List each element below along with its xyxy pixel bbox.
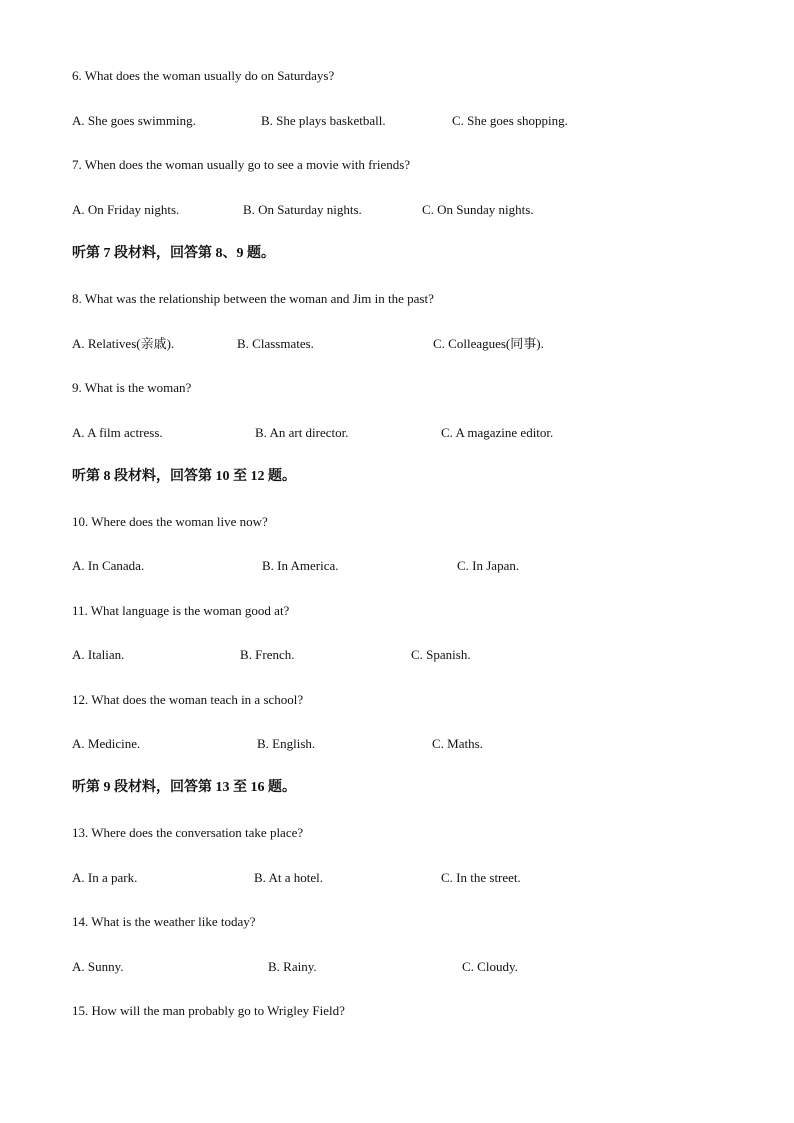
- question-13: 13. Where does the conversation take place?: [72, 825, 304, 840]
- option-8a: A. Relatives(亲戚).: [72, 336, 175, 351]
- option-7b: B. On Saturday nights.: [243, 202, 362, 217]
- option-12b: B. English.: [257, 736, 316, 751]
- option-6c: C. She goes shopping.: [452, 113, 568, 128]
- option-12c: C. Maths.: [432, 736, 483, 751]
- option-9c: C. A magazine editor.: [441, 425, 554, 440]
- option-11b: B. French.: [240, 647, 295, 662]
- option-13c: C. In the street.: [441, 870, 521, 885]
- question-14: 14. What is the weather like today?: [72, 914, 256, 929]
- option-10a: A. In Canada.: [72, 558, 145, 573]
- option-10c: C. In Japan.: [457, 558, 520, 573]
- option-9b: B. An art director.: [255, 425, 349, 440]
- option-6a: A. She goes swimming.: [72, 113, 196, 128]
- option-13b: B. At a hotel.: [254, 870, 323, 885]
- section-heading-8: 听第 8 段材料，回答第 10 至 12 题。: [72, 469, 296, 484]
- question-9: 9. What is the woman?: [72, 380, 192, 395]
- section-heading-9: 听第 9 段材料，回答第 13 至 16 题。: [72, 780, 296, 795]
- option-13a: A. In a park.: [72, 870, 138, 885]
- option-12a: A. Medicine.: [72, 736, 141, 751]
- option-6b: B. She plays basketball.: [261, 113, 386, 128]
- option-11a: A. Italian.: [72, 647, 125, 662]
- section-heading-7: 听第 7 段材料，回答第 8、9 题。: [72, 246, 275, 261]
- option-14c: C. Cloudy.: [462, 959, 518, 974]
- option-8b: B. Classmates.: [237, 336, 314, 351]
- option-7a: A. On Friday nights.: [72, 202, 180, 217]
- question-7: 7. When does the woman usually go to see a movie with friends?: [72, 157, 411, 172]
- question-10: 10. Where does the woman live now?: [72, 514, 268, 529]
- option-7c: C. On Sunday nights.: [422, 202, 534, 217]
- question-15: 15. How will the man probably go to Wrigley Field?: [72, 1003, 345, 1018]
- option-14b: B. Rainy.: [268, 959, 317, 974]
- option-9a: A. A film actress.: [72, 425, 163, 440]
- option-11c: C. Spanish.: [411, 647, 471, 662]
- question-12: 12. What does the woman teach in a school?: [72, 692, 304, 707]
- option-14a: A. Sunny.: [72, 959, 124, 974]
- option-8c: C. Colleagues(同事).: [433, 336, 544, 351]
- question-8: 8. What was the relationship between the woman and Jim in the past?: [72, 291, 434, 306]
- question-11: 11. What language is the woman good at?: [72, 603, 290, 618]
- option-10b: B. In America.: [262, 558, 339, 573]
- question-6: 6. What does the woman usually do on Saturdays?: [72, 68, 335, 83]
